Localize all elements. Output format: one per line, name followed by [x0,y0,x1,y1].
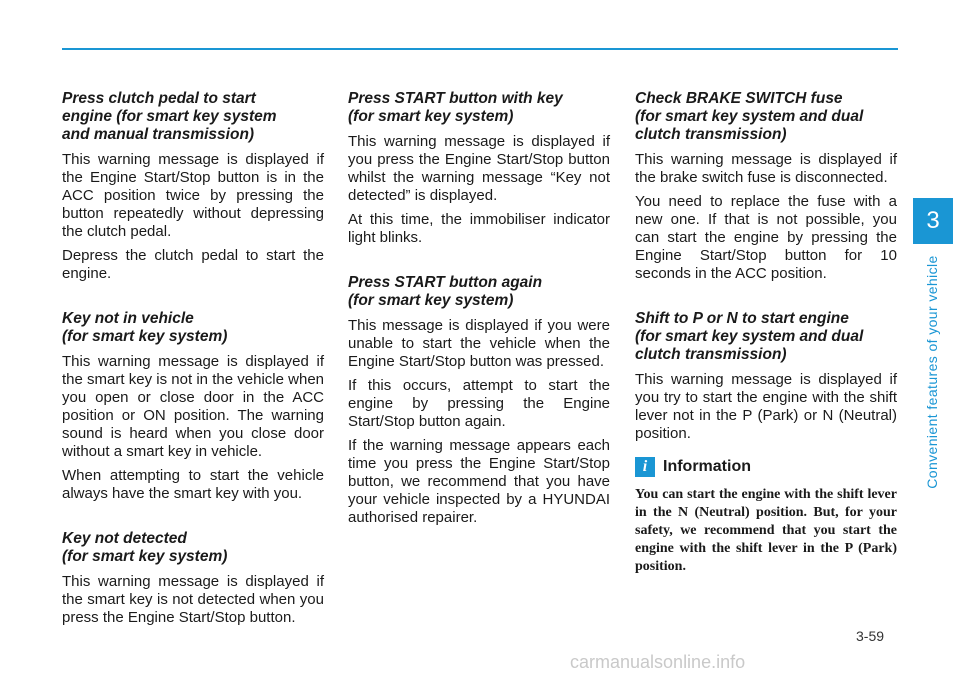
section-key-not-in-vehicle [62,310,324,503]
page-number: 3-59 [856,628,885,644]
section-shift-p-or-n [635,310,897,443]
section-paragraph: This warning message is displayed if the brake switch fuse is disconnected. [635,151,897,186]
section-press-start-with-key [348,90,610,247]
section-heading: Press clutch pedal to start engine (for smart key system and manual transmission) [62,90,277,143]
section-heading: Shift to P or N to start engine (for smart key system and dual clutch transmission) [635,310,864,363]
info-icon: i [635,457,655,477]
watermark: carmanualsonline.info [570,652,746,672]
section-clutch-pedal [62,90,324,283]
section-paragraph: If the warning message appears each time you press the Engine Start/Stop button, we recommend that you have your vehicle inspected by a HYUNDAI authorised repairer. [348,437,610,526]
section-paragraph: This warning message is displayed if the smart key is not in the vehicle when you open or close door in the ACC position or ON position. The warning sound is heard when you close door without a smart key in vehicle. [62,353,324,460]
section-heading: Key not in vehicle (for smart key system) [62,310,228,345]
column-left [62,90,324,633]
section-paragraph: Depress the clutch pedal to start the engine. [62,247,324,282]
chapter-title: Convenient features of your vehicle [924,255,940,489]
section-paragraph: This message is displayed if you were unable to start the vehicle when the Engine Start/Stop button was pressed. [348,317,610,370]
section-paragraph: At this time, the immobiliser indicator light blinks. [348,211,610,246]
header-rule [62,48,898,50]
section-paragraph: This warning message is displayed if the smart key is not detected when you press the Engine Start/Stop button. [62,573,324,626]
information-title: Information [663,458,751,475]
information-text: You can start the engine with the shift lever in the N (Neutral) position. But, for your safety, we recommend that you start the engine with the shift lever in the P (Park) position. [635,487,897,574]
section-brake-switch-fuse [635,90,897,283]
section-heading: Press START button again (for smart key system) [348,274,543,309]
section-heading: Check BRAKE SWITCH fuse (for smart key system and dual clutch transmission) [635,90,864,143]
section-key-not-detected [62,530,324,627]
section-paragraph: This warning message is displayed if you try to start the engine with the shift lever not in the P (Park) or N (Neutral) position. [635,371,897,442]
column-middle [348,90,610,533]
information-header [635,457,897,477]
section-paragraph: This warning message is displayed if you press the Engine Start/Stop button whilst the warning message “Key not detected” is displayed. [348,133,610,204]
section-heading: Press START button with key (for smart key system) [348,90,563,125]
section-heading: Key not detected (for smart key system) [62,530,228,565]
section-paragraph: When attempting to start the vehicle always have the smart key with you. [62,467,324,502]
information-box [635,457,897,576]
section-press-start-again [348,274,610,527]
section-paragraph: This warning message is displayed if the Engine Start/Stop button is in the ACC position twice by pressing the button repeatedly without depressing the clutch pedal. [62,151,324,240]
chapter-number-tab: 3 [913,198,953,244]
section-paragraph: You need to replace the fuse with a new one. If that is not possible, you can start the engine by pressing the Engine Start/Stop button for 10 seconds in the ACC position. [635,193,897,282]
section-paragraph: If this occurs, attempt to start the engine by pressing the Engine Start/Stop button again. [348,377,610,430]
column-right [635,90,897,576]
